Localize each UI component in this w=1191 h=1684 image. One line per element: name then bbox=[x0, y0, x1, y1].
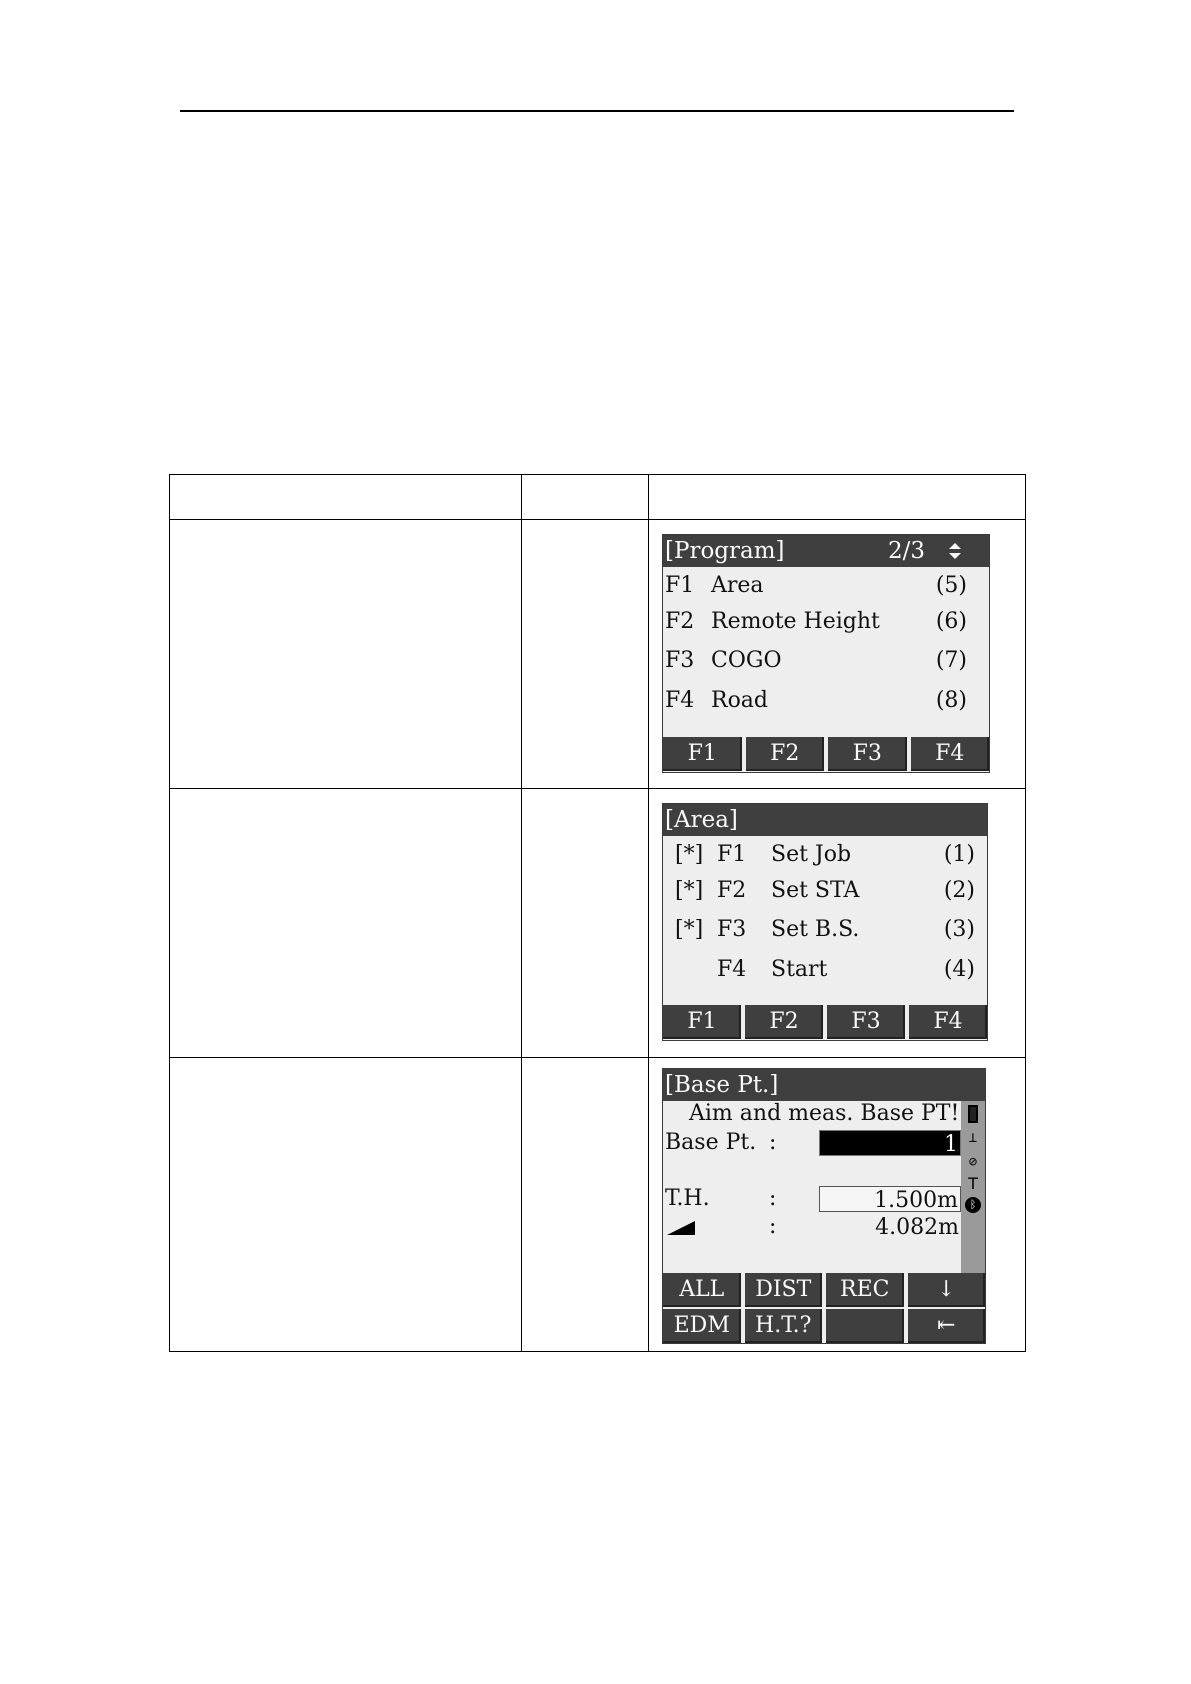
menu-item-label: Remote Height bbox=[711, 609, 880, 634]
target-height-field bbox=[665, 1185, 961, 1213]
menu-item-key: F4 bbox=[665, 688, 695, 713]
base-pt-screen bbox=[662, 1068, 986, 1344]
area-screen bbox=[662, 803, 988, 1041]
softkey-f3[interactable]: F3 bbox=[827, 1005, 905, 1039]
base-pt-field bbox=[665, 1129, 961, 1157]
menu-item-key: F4 bbox=[717, 957, 747, 982]
display-cell bbox=[649, 789, 1026, 1058]
procedure-cell bbox=[170, 1058, 522, 1352]
menu-item-number: (1) bbox=[943, 842, 975, 867]
display-cell bbox=[649, 520, 1026, 789]
program-screen bbox=[662, 534, 990, 773]
screen-title-bar bbox=[663, 804, 987, 836]
key-cell bbox=[522, 520, 649, 789]
menu-item-key: F1 bbox=[665, 573, 695, 598]
softkey-f2[interactable]: F2 bbox=[745, 1005, 823, 1039]
procedure-cell bbox=[170, 520, 522, 789]
menu-item-number: (5) bbox=[935, 573, 967, 598]
softkey-all[interactable]: ALL bbox=[663, 1273, 741, 1307]
slope-distance-value: 4.082m bbox=[875, 1215, 959, 1240]
display-cell bbox=[649, 1058, 1026, 1352]
softkey-f1[interactable]: F1 bbox=[663, 1005, 741, 1039]
slope-distance-icon bbox=[667, 1221, 695, 1235]
page-indicator: 2/3 bbox=[887, 538, 925, 564]
menu-item-label: Set STA bbox=[771, 878, 860, 903]
menu-item-set-job[interactable] bbox=[675, 838, 975, 872]
header-cell-key bbox=[522, 475, 649, 520]
field-colon: : bbox=[769, 1130, 777, 1155]
menu-item-set-sta[interactable] bbox=[675, 874, 975, 908]
menu-item-key: F2 bbox=[665, 609, 695, 634]
field-label: T.H. bbox=[665, 1186, 710, 1211]
prism-icon: ⊘ bbox=[968, 1154, 978, 1170]
softkey-down-arrow[interactable]: ↓ bbox=[908, 1273, 986, 1307]
menu-item-number: (3) bbox=[943, 917, 975, 942]
softkey-ht[interactable]: H.T.? bbox=[745, 1309, 823, 1343]
menu-item-key: F3 bbox=[665, 648, 695, 673]
softkey-blank[interactable] bbox=[826, 1309, 904, 1343]
softkey-f1[interactable]: F1 bbox=[663, 737, 742, 771]
menu-item-label: Road bbox=[711, 688, 769, 713]
target-mode-indicator: T bbox=[968, 1174, 978, 1193]
menu-item-label: COGO bbox=[711, 648, 782, 673]
table-row bbox=[170, 1058, 1026, 1352]
header-cell-procedure bbox=[170, 475, 522, 520]
screen-title-bar bbox=[663, 535, 989, 567]
menu-item-set-bs[interactable] bbox=[675, 913, 975, 947]
procedure-table bbox=[169, 474, 1026, 1352]
instruction-message: Aim and meas. Base PT! bbox=[689, 1101, 960, 1126]
bluetooth-icon: ᛒ bbox=[965, 1197, 981, 1213]
table-header-row bbox=[170, 475, 1026, 520]
softkey-rec[interactable]: REC bbox=[826, 1273, 904, 1307]
softkey-f4[interactable]: F4 bbox=[909, 1005, 987, 1039]
up-down-arrows-icon[interactable] bbox=[949, 543, 961, 559]
slope-distance-field bbox=[665, 1213, 961, 1241]
header-cell-display bbox=[649, 475, 1026, 520]
menu-item-start[interactable] bbox=[675, 953, 975, 987]
menu-item-label: Set B.S. bbox=[771, 917, 860, 942]
softkey-bar-row2 bbox=[663, 1309, 985, 1343]
softkey-f4[interactable]: F4 bbox=[911, 737, 990, 771]
menu-item-remote-height[interactable] bbox=[665, 605, 967, 639]
done-mark: [*] bbox=[675, 878, 704, 903]
menu-item-road[interactable] bbox=[665, 684, 967, 718]
menu-item-number: (8) bbox=[935, 688, 967, 713]
screen-title: [Base Pt.] bbox=[665, 1072, 779, 1098]
field-label: Base Pt. bbox=[665, 1130, 757, 1155]
key-cell bbox=[522, 789, 649, 1058]
target-height-input[interactable]: 1.500m bbox=[819, 1186, 961, 1212]
softkey-back-arrow[interactable]: ⇤ bbox=[908, 1309, 986, 1343]
menu-item-key: F1 bbox=[717, 842, 747, 867]
menu-item-number: (2) bbox=[943, 878, 975, 903]
key-cell bbox=[522, 1058, 649, 1352]
softkey-bar bbox=[663, 737, 989, 771]
softkey-f2[interactable]: F2 bbox=[746, 737, 825, 771]
screen-title: [Area] bbox=[665, 807, 738, 833]
menu-item-number: (6) bbox=[935, 609, 967, 634]
menu-item-label: Area bbox=[711, 573, 764, 598]
menu-item-number: (4) bbox=[943, 957, 975, 982]
header-rule bbox=[180, 110, 1014, 112]
menu-item-key: F2 bbox=[717, 878, 747, 903]
field-colon: : bbox=[769, 1186, 777, 1211]
screen-title: [Program] bbox=[665, 538, 785, 564]
menu-item-key: F3 bbox=[717, 917, 747, 942]
softkey-dist[interactable]: DIST bbox=[745, 1273, 823, 1307]
field-colon: : bbox=[769, 1214, 777, 1239]
menu-item-area[interactable] bbox=[665, 569, 967, 603]
table-row bbox=[170, 789, 1026, 1058]
softkey-bar-row1 bbox=[663, 1273, 985, 1307]
menu-item-number: (7) bbox=[935, 648, 967, 673]
menu-item-label: Set Job bbox=[771, 842, 852, 867]
menu-item-label: Start bbox=[771, 957, 828, 982]
screen-title-bar bbox=[663, 1069, 985, 1101]
table-row bbox=[170, 520, 1026, 789]
softkey-edm[interactable]: EDM bbox=[663, 1309, 741, 1343]
softkey-bar bbox=[663, 1005, 987, 1039]
done-mark: [*] bbox=[675, 917, 704, 942]
tilt-icon: ⟂ bbox=[968, 1130, 978, 1146]
base-pt-input[interactable]: 1 bbox=[819, 1130, 961, 1156]
procedure-cell bbox=[170, 789, 522, 1058]
done-mark: [*] bbox=[675, 842, 704, 867]
status-sidebar bbox=[961, 1101, 985, 1273]
battery-icon bbox=[968, 1105, 978, 1123]
softkey-f3[interactable]: F3 bbox=[828, 737, 907, 771]
menu-item-cogo[interactable] bbox=[665, 644, 967, 678]
